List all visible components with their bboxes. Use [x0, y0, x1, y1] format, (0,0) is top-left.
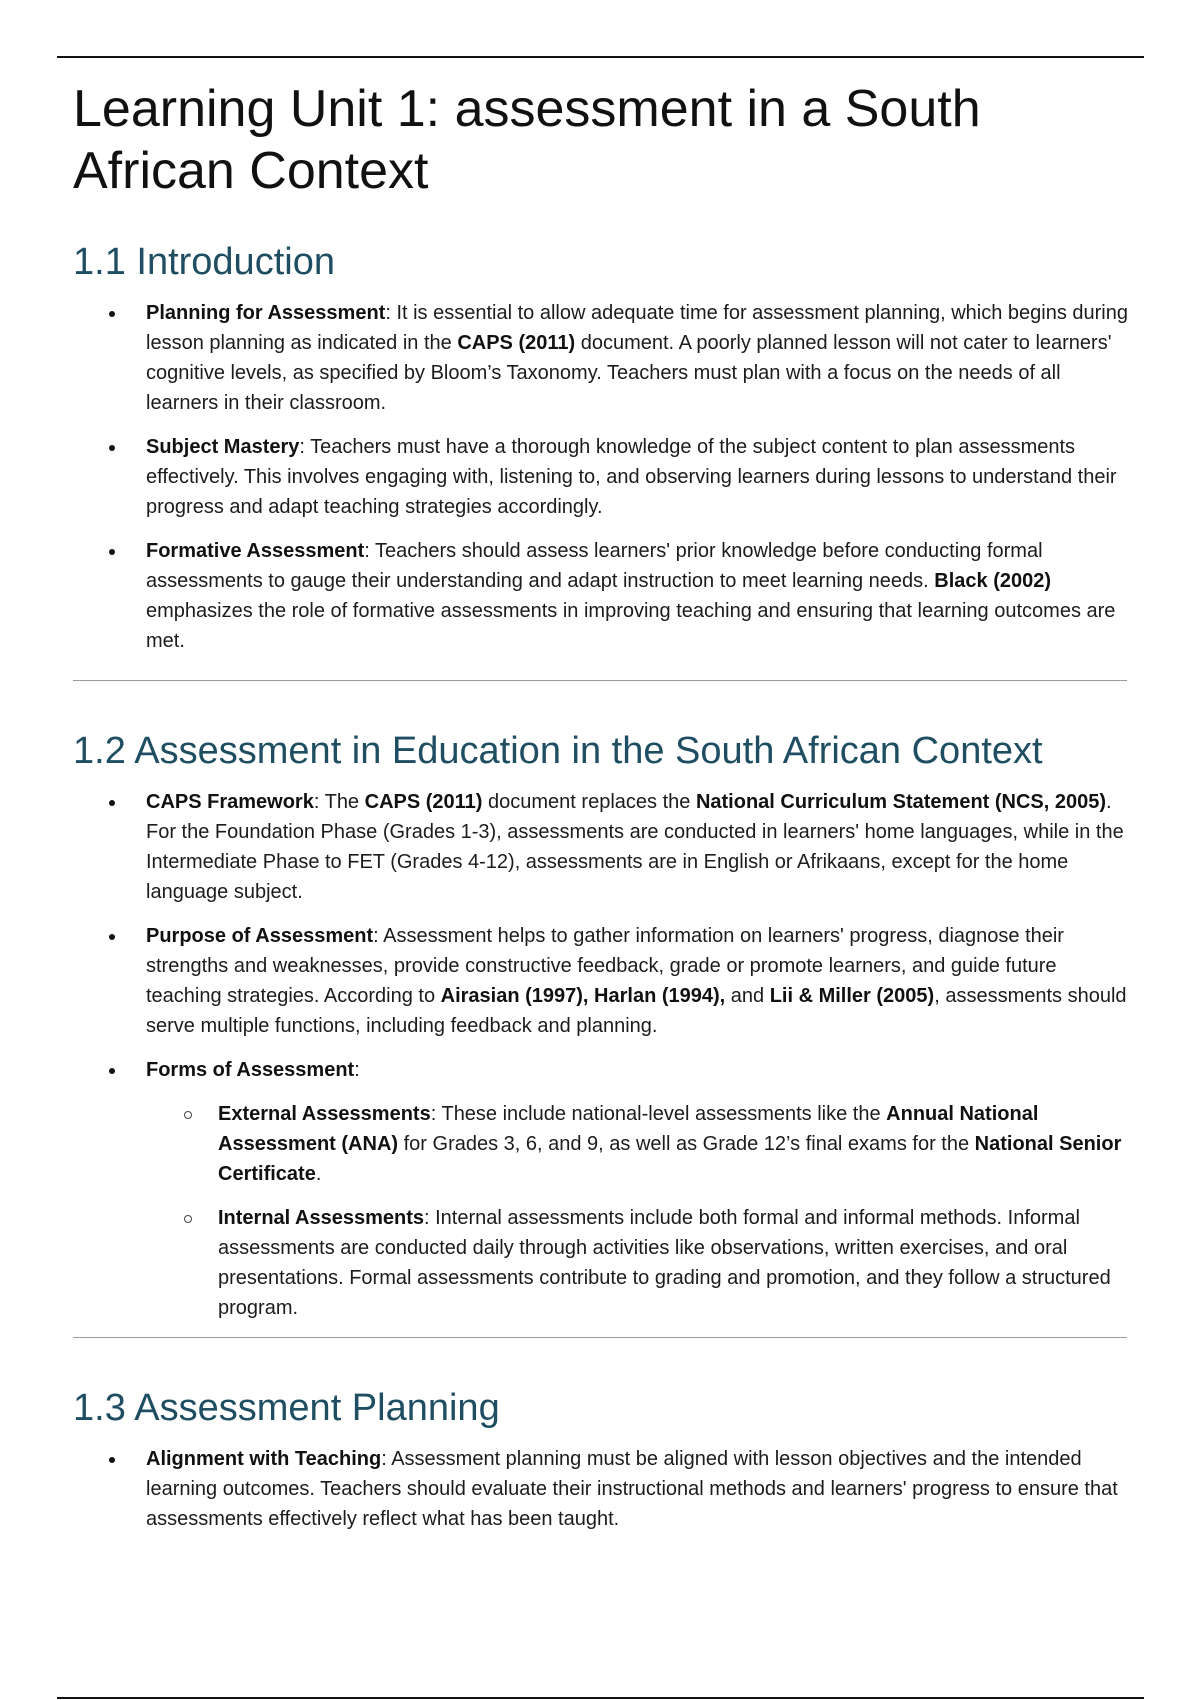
citation: Annual National Assessment (ANA)	[218, 1103, 1039, 1155]
citation: CAPS (2011)	[457, 332, 576, 354]
bullet-term: Internal Assessments	[218, 1207, 425, 1229]
bullet-text: emphasizes the role of formative assessments in improving teaching and ensuring that learning outcomes are met.	[146, 600, 1116, 652]
title-line-2: African Context	[73, 142, 429, 200]
bullet-text: : These include national-level assessments like the	[430, 1103, 887, 1125]
bullet-text: . For the Foundation Phase (Grades 1-3), assessments are conducted in learners' home languages, while in the Intermediate Phase to FET (Grades 4-12), assessments are in English or Afrikaans, except for the home language subject.	[146, 791, 1124, 903]
bullet-text: : Teachers should assess learners' prior knowledge before conducting formal assessments to gauge their understanding and adapt instruction to meet learning needs.	[146, 540, 1043, 592]
bullet-text: document. A poorly planned lesson will not cater to learners' cognitive levels, as specified by Bloom’s Taxonomy. Teachers must plan with a focus on the needs of all learners in their classroom.	[146, 332, 1112, 414]
bullet-text: : Assessment planning must be aligned with lesson objectives and the intended learning outcomes. Teachers should evaluate their instructional methods and learners' progress to ensure that assessments effectively reflect what has been taught.	[146, 1448, 1118, 1530]
section-divider	[73, 680, 1127, 681]
list-item	[73, 787, 1133, 907]
bullet-text: for Grades 3, 6, and 9, as well as Grade 12’s final exams for the	[398, 1133, 975, 1155]
bullet-text: document replaces the	[482, 791, 696, 813]
assessment-planning-list	[73, 1444, 1133, 1534]
bullet-term: CAPS Framework	[146, 791, 314, 813]
bullet-text: , assessments should serve multiple functions, including feedback and planning.	[146, 985, 1127, 1037]
citation: Black (2002)	[934, 570, 1052, 592]
bullet-term: Purpose of Assessment	[146, 925, 374, 947]
list-item	[73, 1055, 1133, 1323]
list-item	[73, 921, 1133, 1041]
section-heading-sa-context: 1.2 Assessment in Education in the South African Context	[73, 730, 1043, 772]
section-divider	[73, 1337, 1127, 1338]
bullet-text: : Teachers must have a thorough knowledge of the subject content to plan assessments effectively. This involves engaging with, listening to, and observing learners during lessons to understand their progress and adapt teaching strategies accordingly.	[146, 436, 1117, 518]
bullet-text: : It is essential to allow adequate time for assessment planning, which begins during lesson planning as indicated in the	[146, 302, 1128, 354]
bullet-term: Planning for Assessment	[146, 302, 386, 324]
bullet-term: Formative Assessment	[146, 540, 365, 562]
citation: National Senior Certificate	[218, 1133, 1122, 1185]
document-title	[73, 78, 1133, 202]
citation: Lii & Miller (2005)	[769, 985, 935, 1007]
bullet-term: External Assessments	[218, 1103, 431, 1125]
citation: CAPS (2011)	[364, 791, 483, 813]
list-item	[73, 432, 1133, 522]
bullet-term: Forms of Assessment	[146, 1059, 355, 1081]
bullet-text: : The	[313, 791, 365, 813]
page-bottom-rule	[57, 1697, 1144, 1699]
section-heading-assessment-planning: 1.3 Assessment Planning	[73, 1387, 500, 1429]
list-item	[73, 298, 1133, 418]
bullet-term: Alignment with Teaching	[146, 1448, 382, 1470]
sub-list-item	[146, 1099, 1133, 1189]
bullet-text: :	[354, 1059, 360, 1081]
sa-context-list	[73, 787, 1133, 1323]
list-item	[73, 536, 1133, 656]
citation: National Curriculum Statement (NCS, 2005)	[695, 791, 1107, 813]
document-body	[73, 78, 1133, 1548]
citation: Airasian (1997), Harlan (1994),	[440, 985, 726, 1007]
introduction-list	[73, 298, 1133, 656]
section-heading-introduction: 1.1 Introduction	[73, 241, 335, 283]
forms-of-assessment-list	[146, 1099, 1133, 1323]
bullet-text: : Internal assessments include both formal and informal methods. Informal assessments are conducted daily through activities like observations, written exercises, and oral presentations. Formal assessments contribute to grading and promotion, and they follow a structured program.	[218, 1207, 1111, 1319]
page-top-rule	[57, 56, 1144, 58]
bullet-text: : Assessment helps to gather information on learners' progress, diagnose their strengths and weaknesses, provide constructive feedback, grade or promote learners, and guide future teaching strategies. According to	[146, 925, 1064, 1007]
sub-list-item	[146, 1203, 1133, 1323]
title-line-1: Learning Unit 1: assessment in a South	[73, 80, 981, 138]
bullet-term: Subject Mastery	[146, 436, 300, 458]
bullet-text: .	[315, 1163, 322, 1185]
list-item	[73, 1444, 1133, 1534]
bullet-text: and	[725, 985, 770, 1007]
